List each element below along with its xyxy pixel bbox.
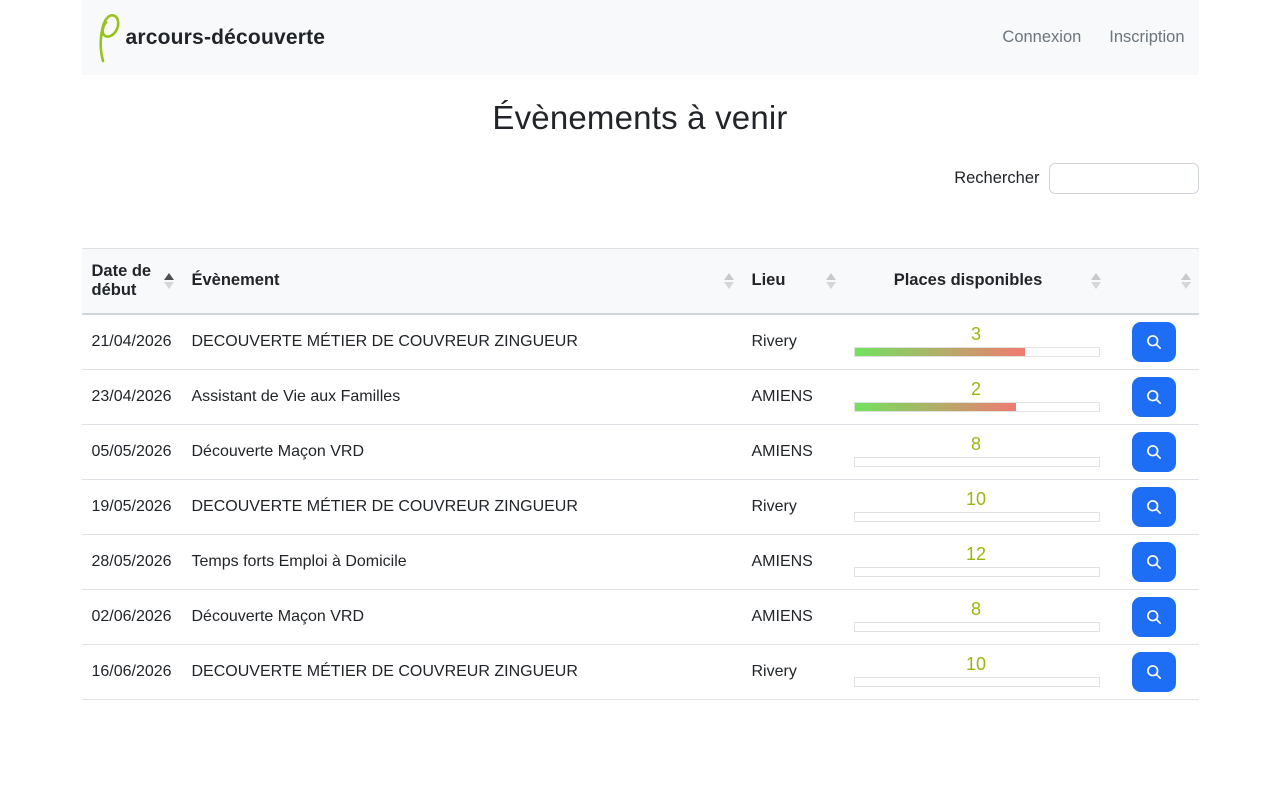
- sort-icon-asc: [164, 273, 174, 289]
- actions-cell: [1109, 369, 1199, 424]
- places-cell: [844, 589, 1109, 644]
- event-name: DECOUVERTE MÉTIER DE COUVREUR ZINGUEUR: [191, 332, 578, 350]
- places-progress-fill: [855, 348, 1026, 356]
- places-count: 3: [970, 324, 981, 344]
- actions-cell: [1109, 479, 1199, 534]
- places-cell: [844, 534, 1109, 589]
- column-header-lieu[interactable]: Lieu: [742, 249, 844, 314]
- event-name: Découverte Maçon VRD: [182, 424, 742, 479]
- table-row: [82, 534, 1199, 589]
- event-location: AMIENS: [742, 424, 844, 479]
- event-name: DECOUVERTE MÉTIER DE COUVREUR ZINGUEUR: [182, 644, 742, 699]
- magnifier-icon: [1144, 442, 1164, 462]
- events-table: [82, 248, 1199, 700]
- table-row: [82, 369, 1199, 424]
- table-row: [82, 314, 1199, 370]
- view-event-button[interactable]: [1132, 322, 1176, 362]
- table-row: [82, 589, 1199, 644]
- sort-icon: [1181, 273, 1191, 289]
- places-count: 8: [970, 599, 981, 619]
- view-event-button[interactable]: [1132, 432, 1176, 472]
- event-name: Assistant de Vie aux Familles: [182, 369, 742, 424]
- places-count: 12: [965, 544, 987, 564]
- logo-p-icon: [92, 12, 126, 64]
- places-count: 10: [965, 654, 987, 674]
- magnifier-icon: [1144, 387, 1164, 407]
- column-header-actions[interactable]: [1109, 249, 1199, 314]
- places-cell: [844, 424, 1109, 479]
- places-progress-bar: [854, 567, 1100, 577]
- brand-text: arcours-découverte: [125, 25, 326, 49]
- sort-icon: [1091, 273, 1101, 289]
- table-header-row: [82, 249, 1199, 314]
- magnifier-icon: [1144, 607, 1164, 627]
- event-location: Rivery: [742, 479, 844, 534]
- actions-cell: [1109, 424, 1199, 479]
- places-cell: [844, 644, 1109, 699]
- view-event-button[interactable]: [1132, 487, 1176, 527]
- search-bar: [82, 163, 1199, 194]
- page-title: Évènements à venir: [492, 99, 788, 136]
- column-header-places[interactable]: Places disponibles: [844, 249, 1109, 314]
- search-input[interactable]: [1049, 163, 1199, 194]
- event-date: 02/06/2026: [82, 589, 182, 644]
- actions-cell: [1109, 644, 1199, 699]
- places-count: 8: [970, 434, 981, 454]
- places-cell: [844, 479, 1109, 534]
- actions-cell: [1109, 314, 1199, 370]
- event-location: AMIENS: [742, 589, 844, 644]
- view-event-button[interactable]: [1132, 377, 1176, 417]
- brand-logo-link[interactable]: [92, 12, 326, 64]
- column-header-event[interactable]: Évènement: [182, 249, 742, 314]
- event-date: 21/04/2026: [91, 332, 172, 350]
- places-progress-bar: [854, 457, 1100, 467]
- event-name: Temps forts Emploi à Domicile: [182, 534, 742, 589]
- view-event-button[interactable]: [1132, 652, 1176, 692]
- places-progress-bar: [854, 402, 1100, 412]
- event-date: 23/04/2026: [82, 369, 182, 424]
- event-date: 16/06/2026: [82, 644, 182, 699]
- places-progress-bar: [854, 512, 1100, 522]
- places-count: 10: [965, 489, 987, 509]
- table-row: [82, 424, 1199, 479]
- event-date: 28/05/2026: [82, 534, 182, 589]
- places-cell: [844, 369, 1109, 424]
- header-nav: [1002, 28, 1184, 47]
- events-table-body: [82, 314, 1199, 700]
- view-event-button[interactable]: [1132, 597, 1176, 637]
- table-row: [82, 644, 1199, 699]
- event-location: Rivery: [751, 332, 797, 350]
- places-progress-fill: [855, 403, 1016, 411]
- view-event-button[interactable]: [1132, 542, 1176, 582]
- event-name: Découverte Maçon VRD: [182, 589, 742, 644]
- places-cell: [844, 314, 1109, 370]
- search-label: Rechercher: [954, 169, 1040, 187]
- event-location: Rivery: [742, 644, 844, 699]
- column-header-date[interactable]: Date de début: [82, 249, 182, 314]
- places-progress-bar: [854, 622, 1100, 632]
- event-location: AMIENS: [742, 369, 844, 424]
- event-date: 19/05/2026: [82, 479, 182, 534]
- event-date: 05/05/2026: [82, 424, 182, 479]
- sort-icon: [724, 273, 734, 289]
- magnifier-icon: [1144, 662, 1164, 682]
- actions-cell: [1109, 534, 1199, 589]
- event-name: DECOUVERTE MÉTIER DE COUVREUR ZINGUEUR: [182, 479, 742, 534]
- nav-link-inscription[interactable]: Inscription: [1109, 28, 1185, 46]
- magnifier-icon: [1144, 552, 1164, 572]
- places-progress-bar: [854, 347, 1100, 357]
- table-row: [82, 479, 1199, 534]
- nav-link-connexion[interactable]: Connexion: [1002, 28, 1082, 46]
- actions-cell: [1109, 589, 1199, 644]
- magnifier-icon: [1144, 497, 1164, 517]
- event-location: AMIENS: [742, 534, 844, 589]
- places-count: 2: [970, 379, 981, 399]
- top-header: [82, 0, 1199, 75]
- magnifier-icon: [1144, 332, 1164, 352]
- places-progress-bar: [854, 677, 1100, 687]
- sort-icon: [826, 273, 836, 289]
